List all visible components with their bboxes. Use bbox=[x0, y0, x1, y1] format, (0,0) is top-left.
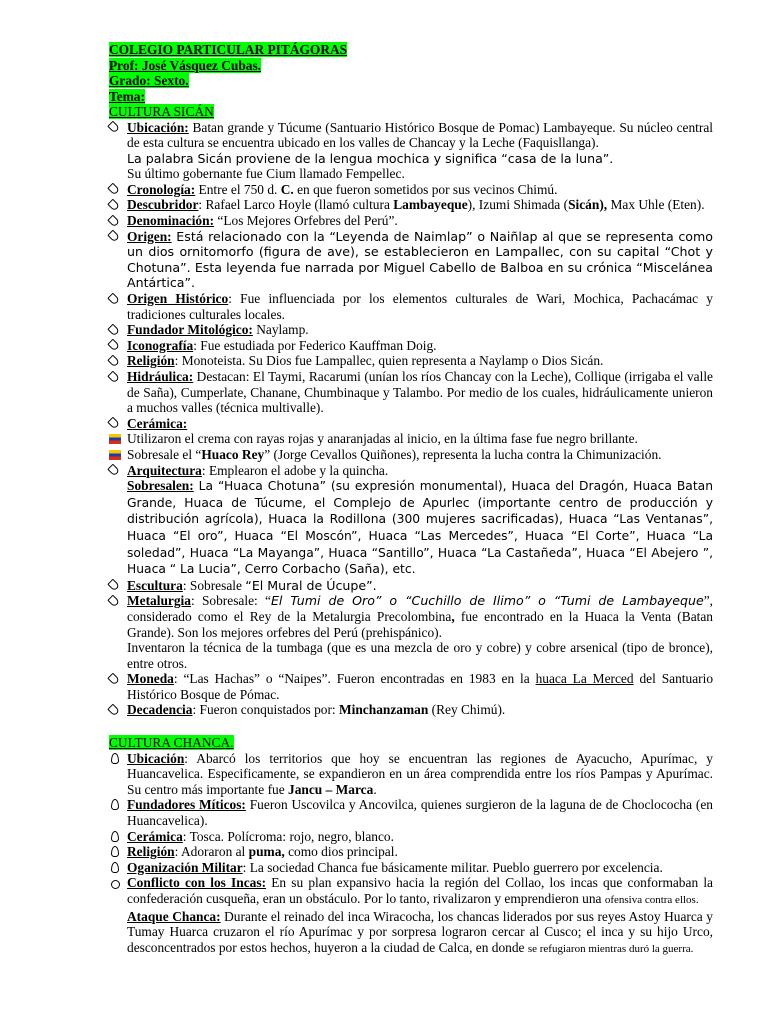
pointing-hand-icon bbox=[108, 578, 122, 593]
pointing-hand-icon bbox=[108, 291, 122, 306]
pointing-hand-icon bbox=[108, 353, 122, 368]
flame-icon bbox=[108, 751, 122, 766]
ataque-chanca-paragraph: Ataque Chanca: Durante el reinado del inca Wiracocha, los chancas liderados por sus reyes Astoy Huarca y Tumay Huarca cruzaron el río Apurímac y por sorpresa lograron cercar al Cusco; el inca y su hijo Urco, desconcentrados por estos hechos, huyeron a la ciudad de Calca, en donde se refugiaron mientras duró la guerra. bbox=[127, 908, 713, 955]
pointing-hand-icon bbox=[108, 213, 122, 228]
ceramica-subitem: Utilizaron el crema con rayas rojas y anaranjadas al inicio, en la última fase fue negro brillante. bbox=[109, 431, 713, 447]
chanca-organizacion-item: Oganización Militar: La sociedad Chanca fue básicamente militar. Pueblo guerrero por excelencia. bbox=[109, 860, 713, 876]
decadencia-item: Decadencia: Fueron conquistados por: Minchanzaman (Rey Chimú). bbox=[109, 702, 713, 718]
denominacion-item: Denominación: “Los Mejores Orfebres del Perú”. bbox=[109, 213, 713, 229]
pointing-hand-icon bbox=[108, 416, 122, 431]
flame-icon bbox=[108, 844, 122, 859]
cronologia-item: Cronología: Entre el 750 d. C. en que fueron sometidos por sus vecinos Chimú. bbox=[109, 182, 713, 198]
sican-word-origin: La palabra Sicán proviene de la lengua mochica y significa “casa de la luna”. bbox=[127, 150, 614, 166]
pointing-hand-icon bbox=[108, 197, 122, 212]
hidraulica-item: Hidráulica: Destacan: El Taymi, Racarumi (unían los ríos Chancay con la Leche), Collique (irrigaba el valle de Saña), Cumperlate, Chanane, Chumbinaque y Talambo. Por medio de los cuales, hidráulicamente unieron a muchos valles (técnica multivalle). bbox=[109, 369, 713, 416]
teacher-line: Prof: José Vásquez Cubas. bbox=[109, 57, 262, 73]
flag-icon bbox=[109, 450, 121, 460]
section-gap bbox=[109, 718, 713, 735]
chanca-ceramica-item: Cerámica: Tosca. Polícroma: rojo, negro, blanco. bbox=[109, 829, 713, 845]
pointing-hand-icon bbox=[108, 229, 122, 244]
ceramica-subitem: Sobresale el “Huaco Rey” (Jorge Cevallos Quiñones), representa la lucha contra la Chimunización. bbox=[109, 447, 713, 463]
flag-icon bbox=[109, 434, 121, 444]
flame-icon bbox=[108, 797, 122, 812]
pointing-hand-icon bbox=[108, 369, 122, 384]
origen-historico-item: Origen Histórico: Fue influenciada por los elementos culturales de Wari, Mochica, Pachacámac y tradiciones culturales locales. bbox=[109, 291, 713, 322]
grade-line: Grado: Sexto. bbox=[109, 73, 189, 88]
arquitectura-item: Arquitectura: Emplearon el adobe y la quincha. bbox=[109, 463, 713, 479]
chanca-religion-item: Religión: Adoraron al puma, como dios principal. bbox=[109, 844, 713, 860]
culture-sican-title: CULTURA SICÁN bbox=[109, 104, 214, 119]
culture-chanca-title: CULTURA CHANCA. bbox=[109, 735, 234, 751]
moneda-item: Moneda: “Las Hachas” o “Naipes”. Fueron encontradas en 1983 en la huaca La Merced del Santuario Histórico Bosque de Pómac. bbox=[109, 671, 713, 702]
pointing-hand-icon bbox=[108, 338, 122, 353]
fundador-item: Fundador Mitológico: Naylamp. bbox=[109, 322, 713, 338]
pointing-hand-icon bbox=[108, 182, 122, 197]
origen-item: Origen: Está relacionado con la “Leyenda de Naimlap” o Naiñlap al que se representa como un dios ornitomorfo (figura de ave), se establecieron en Lampallec, con su capital “Chot y Chotuna”. Esta leyenda fue narrada por Miguel Cabello de Balboa en su crónica “Miscelánea Antártica”. bbox=[109, 229, 713, 291]
pointing-hand-icon bbox=[108, 702, 122, 717]
pointing-hand-icon bbox=[108, 593, 122, 608]
ceramica-item: Cerámica: bbox=[109, 416, 713, 432]
metalurgia-item: Metalurgia: Sobresale: “El Tumi de Oro” o “Cuchillo de Ilimo” o “Tumi de Lambayeque”, considerado como el Rey de la Metalurgia Precolombina, fue encontrado en la Huaca la Venta (Batan Grande). Son los mejores orfebres del Perú (prehispánico). bbox=[109, 593, 713, 640]
topic-line: Tema: bbox=[109, 88, 145, 104]
pointing-hand-icon bbox=[108, 463, 122, 478]
sobresalen-paragraph: Sobresalen: La “Huaca Chotuna” (su expresión monumental), Huaca del Dragón, Huaca Batan Grande, Huaca de Túcume, el Complejo de Apurlec (importante centro de producción y distribución agrícola), Huaca la Rodillona (300 mujeres sacrificadas), Huaca “Las Ventanas”, Huaca “El oro”, Huaca “El Moscón”, Huaca “Las Mercedes”, Huaca “El Corte”, Huaca “La soledad”, Huaca “La Mayanga”, Huaca “Santillo”, Huaca “La Castañeda”, Huaca “El Abejero ”, Huaca “ La Lucia”, Cerro Corbacho (Saña), etc. bbox=[127, 478, 713, 577]
iconografia-item: Iconografía: Fue estudiada por Federico Kauffman Doig. bbox=[109, 338, 713, 354]
pointing-hand-icon bbox=[108, 322, 122, 337]
bomb-icon bbox=[108, 875, 122, 890]
chanca-conflicto-item: Conflicto con los Incas: En su plan expansivo hacia la región del Collao, los incas que conformaban la confederación cusqueña, eran un obstáculo. Por lo tanto, rivalizaron y emprendieron una ofensiva contra ellos. bbox=[109, 875, 713, 908]
chanca-fundadores-item: Fundadores Míticos: Fueron Uscovilca y Ancovilca, quienes surgieron de la laguna de de Choclococha (en Huancavelica). bbox=[109, 797, 713, 828]
metalurgia-paragraph: Inventaron la técnica de la tumbaga (que es una mezcla de oro y cobre) y cobre arsenical (tipo de bronce), entre otros. bbox=[127, 640, 713, 671]
flame-icon bbox=[108, 829, 122, 844]
descubridor-item: Descubridor: Rafael Larco Hoyle (llamó cultura Lambayeque), Izumi Shimada (Sicán), Max Uhle (Eten). bbox=[109, 197, 713, 213]
school-heading: COLEGIO PARTICULAR PITÁGORAS bbox=[109, 42, 348, 57]
pointing-hand-icon bbox=[108, 120, 122, 135]
religion-item: Religión: Monoteista. Su Dios fue Lampallec, quien representa a Naylamp o Dios Sicán. bbox=[109, 353, 713, 369]
document-page bbox=[109, 42, 713, 957]
escultura-item: Escultura: Sobresale “El Mural de Úcupe”. bbox=[109, 578, 713, 594]
sican-last-ruler: Su último gobernante fue Cium llamado Fempellec. bbox=[127, 166, 405, 182]
pointing-hand-icon bbox=[108, 671, 122, 686]
chanca-ubicacion-item: Ubicación: Abarcó los territorios que hoy se encuentran las regiones de Ayacucho, Apurímac, y Huancavelica. Especificamente, se expandieron en un área comprendida entre los ríos Pampas y Apurímac. Su centro más importante fue Jancu – Marca. bbox=[109, 751, 713, 798]
flame-icon bbox=[108, 860, 122, 875]
ubicacion-item: Ubicación: Batan grande y Túcume (Santuario Histórico Bosque de Pomac) Lambayeque. Su núcleo central de esta cultura se encuentra ubicado en los valles de Chancay y la Leche (Faquisllanga). bbox=[109, 120, 713, 151]
